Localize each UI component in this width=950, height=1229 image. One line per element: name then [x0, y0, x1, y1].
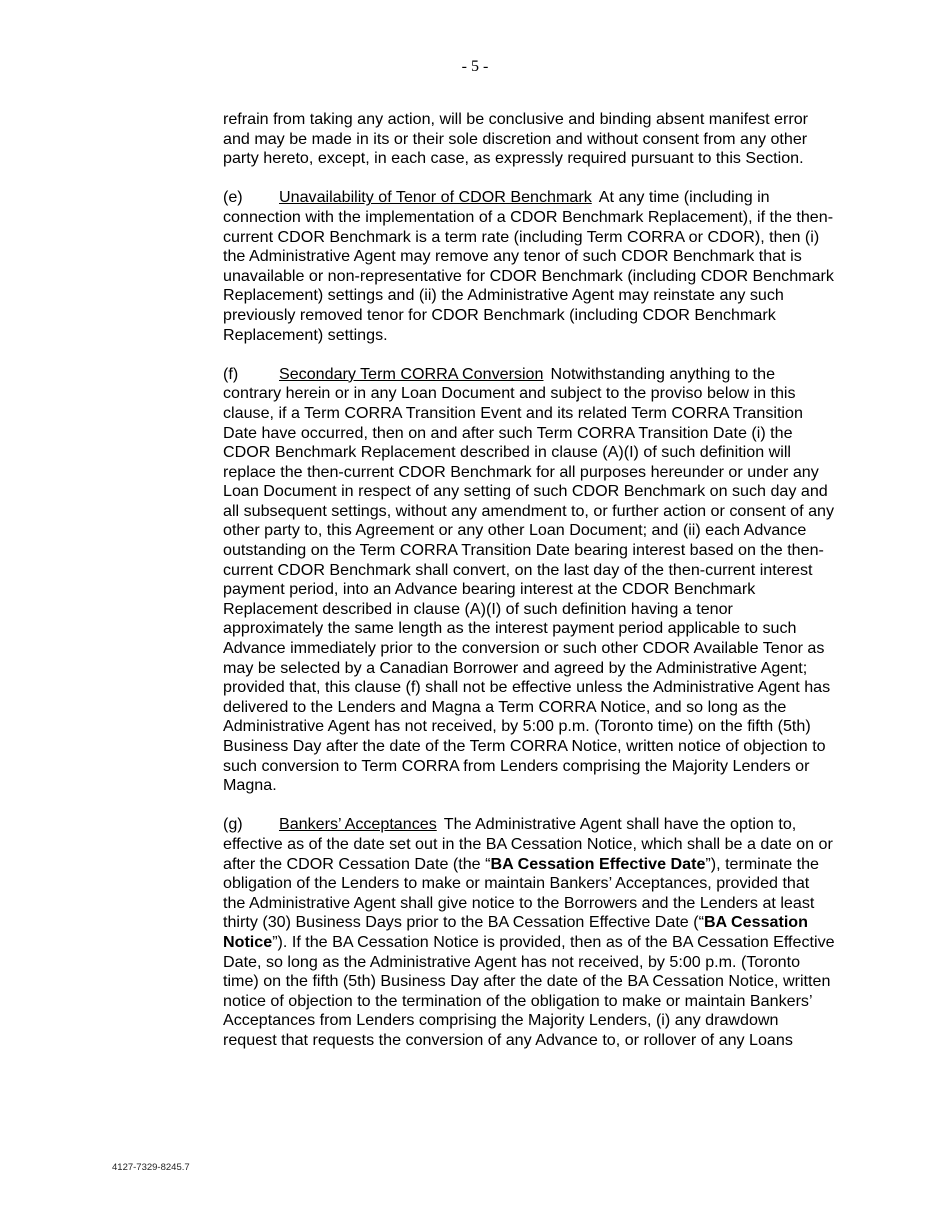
defined-term-ba-cessation-notice: BA Cessation Notice — [223, 913, 808, 951]
section-e-paragraph — [223, 188, 835, 345]
defined-term-ba-cessation-effective-date: BA Cessation Effective Date — [490, 854, 706, 873]
section-g-heading: Bankers’ Acceptances — [279, 815, 437, 834]
section-e-heading: Unavailability of Tenor of CDOR Benchmark — [279, 188, 592, 207]
section-f-text: Notwithstanding anything to the contrary herein or in any Loan Document and subject to the proviso below in this clause, if a Term CORRA Transition Event and its related Term CORRA Transition Date have occurred, then on and after such Term CORRA Transition Date (i) the CDOR Benchmark Replacement described in clause (A)(I) of such definition will replace the then-current CDOR Benchmark for all purposes hereunder or under any Loan Document in respect of any setting of such CDOR Benchmark on such day and all subsequent settings, without any amendment to, or further action or consent of any other party to, this Agreement or any other Loan Document; and (ii) each Advance outstanding on the Term CORRA Transition Date bearing interest based on the then-current CDOR Benchmark shall convert, on the last day of the then-current interest payment period, into an Advance bearing interest at the CDOR Benchmark Replacement described in clause (A)(I) of such definition having a tenor approximately the same length as the interest payment period applicable to such Advance immediately prior to the conversion or such other CDOR Available Tenor as may be selected by a Canadian Borrower and agreed by the Administrative Agent; provided that, this clause (f) shall not be effective unless the Administrative Agent has delivered to the Lenders and Magna a Term CORRA Notice, and so long as the Administrative Agent has not received, by 5:00 p.m. (Toronto time) on the fifth (5th) Business Day after the date of the Term CORRA Notice, written notice of objection to such conversion to Term CORRA from Lenders comprising the Majority Lenders or Magna. — [223, 364, 835, 795]
section-g-text-2: ”), terminate the obligation of the Lenders to make or maintain Bankers’ Acceptances, provided that the Administrative Agent shall give notice to the Borrowers and the Lenders at least thirty (30) Business Days prior to the BA Cessation Effective Date (“ — [223, 854, 819, 932]
intro-paragraph: refrain from taking any action, will be conclusive and binding absent manifest error and may be made in its or their sole discretion and without consent from any other party hereto, except, in each case, as expressly required pursuant to this Section. — [223, 110, 809, 168]
section-g-text-1: The Administrative Agent shall have the option to, effective as of the date set out in the BA Cessation Notice, which shall be a date on or after the CDOR Cessation Date (the “ — [223, 815, 833, 873]
document-body — [223, 110, 835, 1070]
section-g-label: (g) — [223, 815, 243, 834]
section-f-heading: Secondary Term CORRA Conversion — [279, 364, 544, 383]
section-g-text-3: ”). If the BA Cessation Notice is provided, then as of the BA Cessation Effective Date, so long as the Administrative Agent has not received, by 5:00 p.m. (Toronto time) on the fifth (5th) Business Day after the date of the BA Cessation Notice, written notice of objection to the termination of the obligation to make or maintain Bankers’ Acceptances from Lenders comprising the Majority Lenders, (i) any drawdown request that requests the conversion of any Advance to, or rollover of any Loans — [223, 932, 835, 1049]
section-e-label: (e) — [223, 188, 243, 207]
document-id-footer: 4127-7329-8245.7 — [112, 1162, 190, 1173]
section-g-paragraph — [223, 815, 835, 1050]
section-f-paragraph — [223, 365, 835, 796]
section-f-label: (f) — [223, 364, 239, 383]
page-number: - 5 - — [461, 58, 489, 75]
section-e-text: At any time (including in connection with the implementation of a CDOR Benchmark Replacement), if the then-current CDOR Benchmark is a term rate (including Term CORRA or CDOR), then (i) the Administrative Agent may remove any tenor of such CDOR Benchmark that is unavailable or non-representative for CDOR Benchmark (including CDOR Benchmark Replacement) settings and (ii) the Administrative Agent may reinstate any such previously removed tenor for CDOR Benchmark (including CDOR Benchmark Replacement) settings. — [223, 188, 834, 344]
